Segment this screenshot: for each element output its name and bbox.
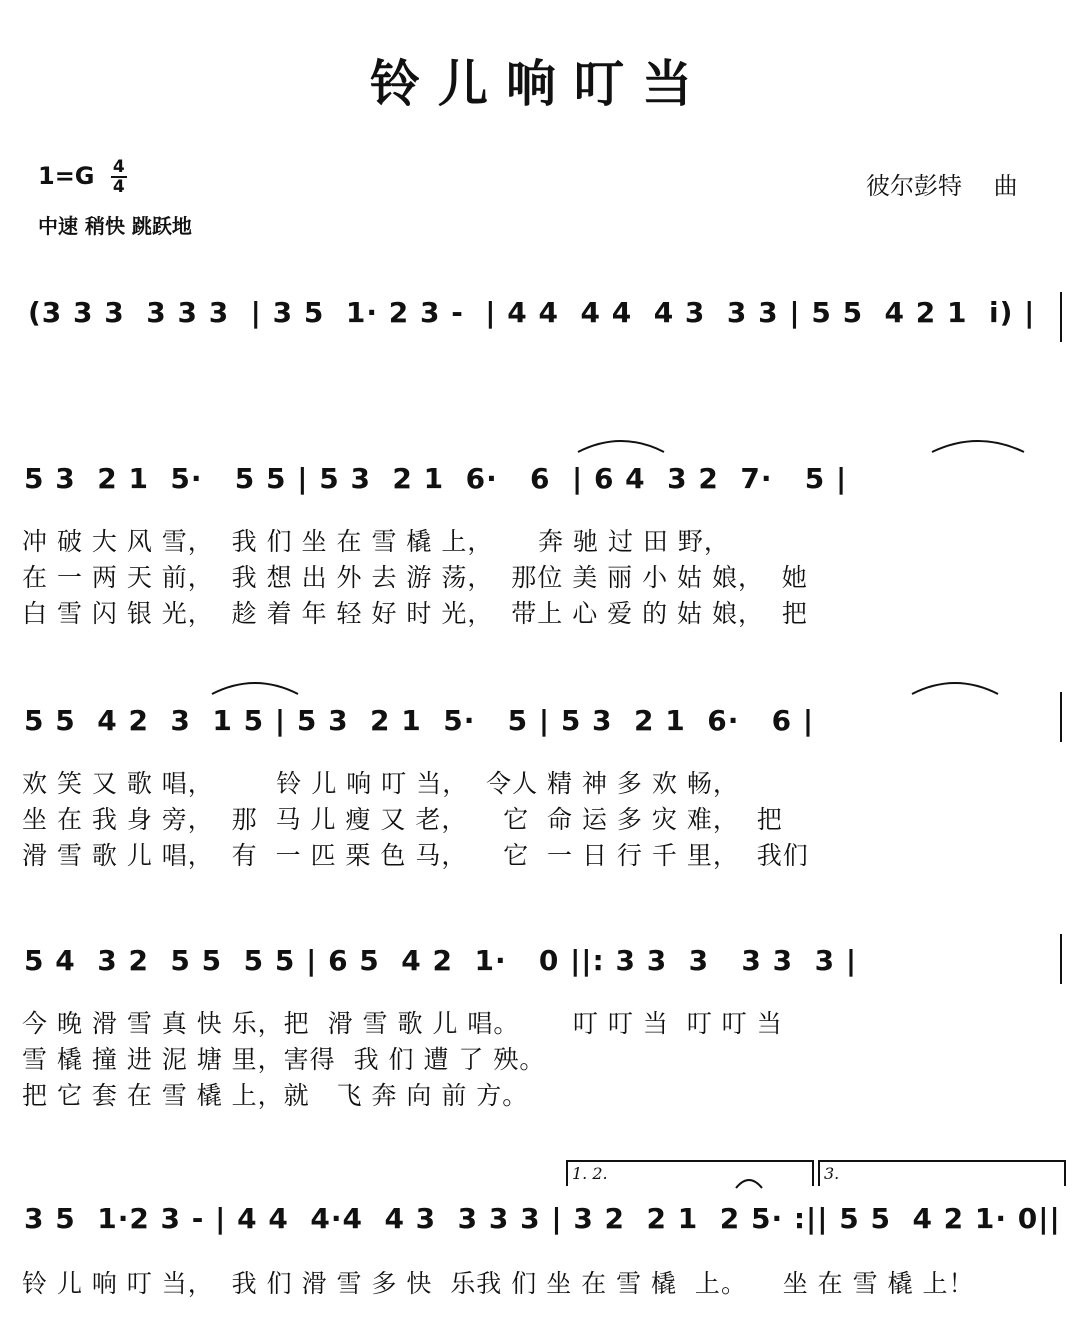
barline	[1060, 292, 1062, 342]
barline	[1060, 934, 1062, 984]
score-row-3: 5 4 3 2 5 5 5 5 | 6 5 4 2 1· 0 ||: 3 3 3 3 3 3 |	[24, 944, 858, 977]
time-signature	[111, 158, 127, 196]
lyric-row-2-verse-1: 欢 笑 又 歌 唱， 铃 儿 响 叮 当， 令人 精 神 多 欢 畅，	[22, 769, 739, 798]
tie-mark	[910, 676, 1000, 696]
time-sig-bottom: 4	[112, 177, 125, 197]
lyric-row-1-verse-2: 在 一 两 天 前， 我 想 出 外 去 游 荡， 那位 美 丽 小 姑 娘， 她	[22, 563, 808, 592]
volta-1-label: 1. 2.	[572, 1164, 608, 1183]
tempo-marking: 中速 稍快 跳跃地	[38, 214, 192, 238]
key-signature	[38, 158, 127, 196]
tie-mark	[734, 1174, 764, 1190]
song-title: 铃儿响叮当	[370, 54, 710, 113]
volta-bracket-2	[818, 1160, 1066, 1186]
barline	[1060, 692, 1062, 742]
composer-credit: 彼尔彭特 曲	[866, 172, 1018, 200]
score-row-intro: (3 3 3 3 3 3 | 3 5 1· 2 3 - | 4 4 4 4 4 3 3 3 | 5 5 4 2 1 i) |	[28, 296, 1036, 329]
score-row-1: 5 3 2 1 5· 5 5 | 5 3 2 1 6· 6 | 6 4 3 2 7· 5 |	[24, 462, 848, 495]
score-row-4: 3 5 1·2 3 - | 4 4 4·4 4 3 3 3 3 | 3 2 2 1 2 5· :|| 5 5 4 2 1· 0||	[24, 1202, 1061, 1235]
key-label: 1=G	[38, 162, 95, 190]
tie-mark	[210, 676, 300, 696]
volta-2-label: 3.	[824, 1164, 840, 1183]
tie-mark	[576, 434, 666, 454]
lyric-row-3-verse-1: 今 晚 滑 雪 真 快 乐，把 滑 雪 歌 儿 唱。 叮 叮 当 叮 叮 当	[22, 1009, 783, 1038]
lyric-row-3-verse-3: 把 它 套 在 雪 橇 上，就 飞 奔 向 前 方。	[22, 1081, 529, 1110]
lyric-row-2-verse-2: 坐 在 我 身 旁， 那 马 儿 瘦 又 老， 它 命 运 多 灾 难， 把	[22, 805, 783, 834]
time-sig-top: 4	[112, 157, 125, 177]
lyric-row-2-verse-3: 滑 雪 歌 儿 唱， 有 一 匹 栗 色 马， 它 一 日 行 千 里， 我们	[22, 841, 809, 870]
lyric-row-1-verse-1: 冲 破 大 风 雪， 我 们 坐 在 雪 橇 上， 奔 驰 过 田 野，	[22, 527, 730, 556]
score-row-2: 5 5 4 2 3 1 5 | 5 3 2 1 5· 5 | 5 3 2 1 6· 6 |	[24, 704, 815, 737]
lyric-row-3-verse-2: 雪 橇 撞 进 泥 塘 里，害得 我 们 遭 了 殃。	[22, 1045, 546, 1074]
lyric-row-1-verse-3: 白 雪 闪 银 光， 趁 着 年 轻 好 时 光， 带上 心 爱 的 姑 娘， 把	[22, 599, 808, 628]
lyric-row-4-verse-1: 铃 儿 响 叮 当， 我 们 滑 雪 多 快 乐我 们 坐 在 雪 橇 上。 坐 在 雪 橇 上！	[22, 1269, 975, 1298]
tie-mark	[930, 434, 1026, 454]
